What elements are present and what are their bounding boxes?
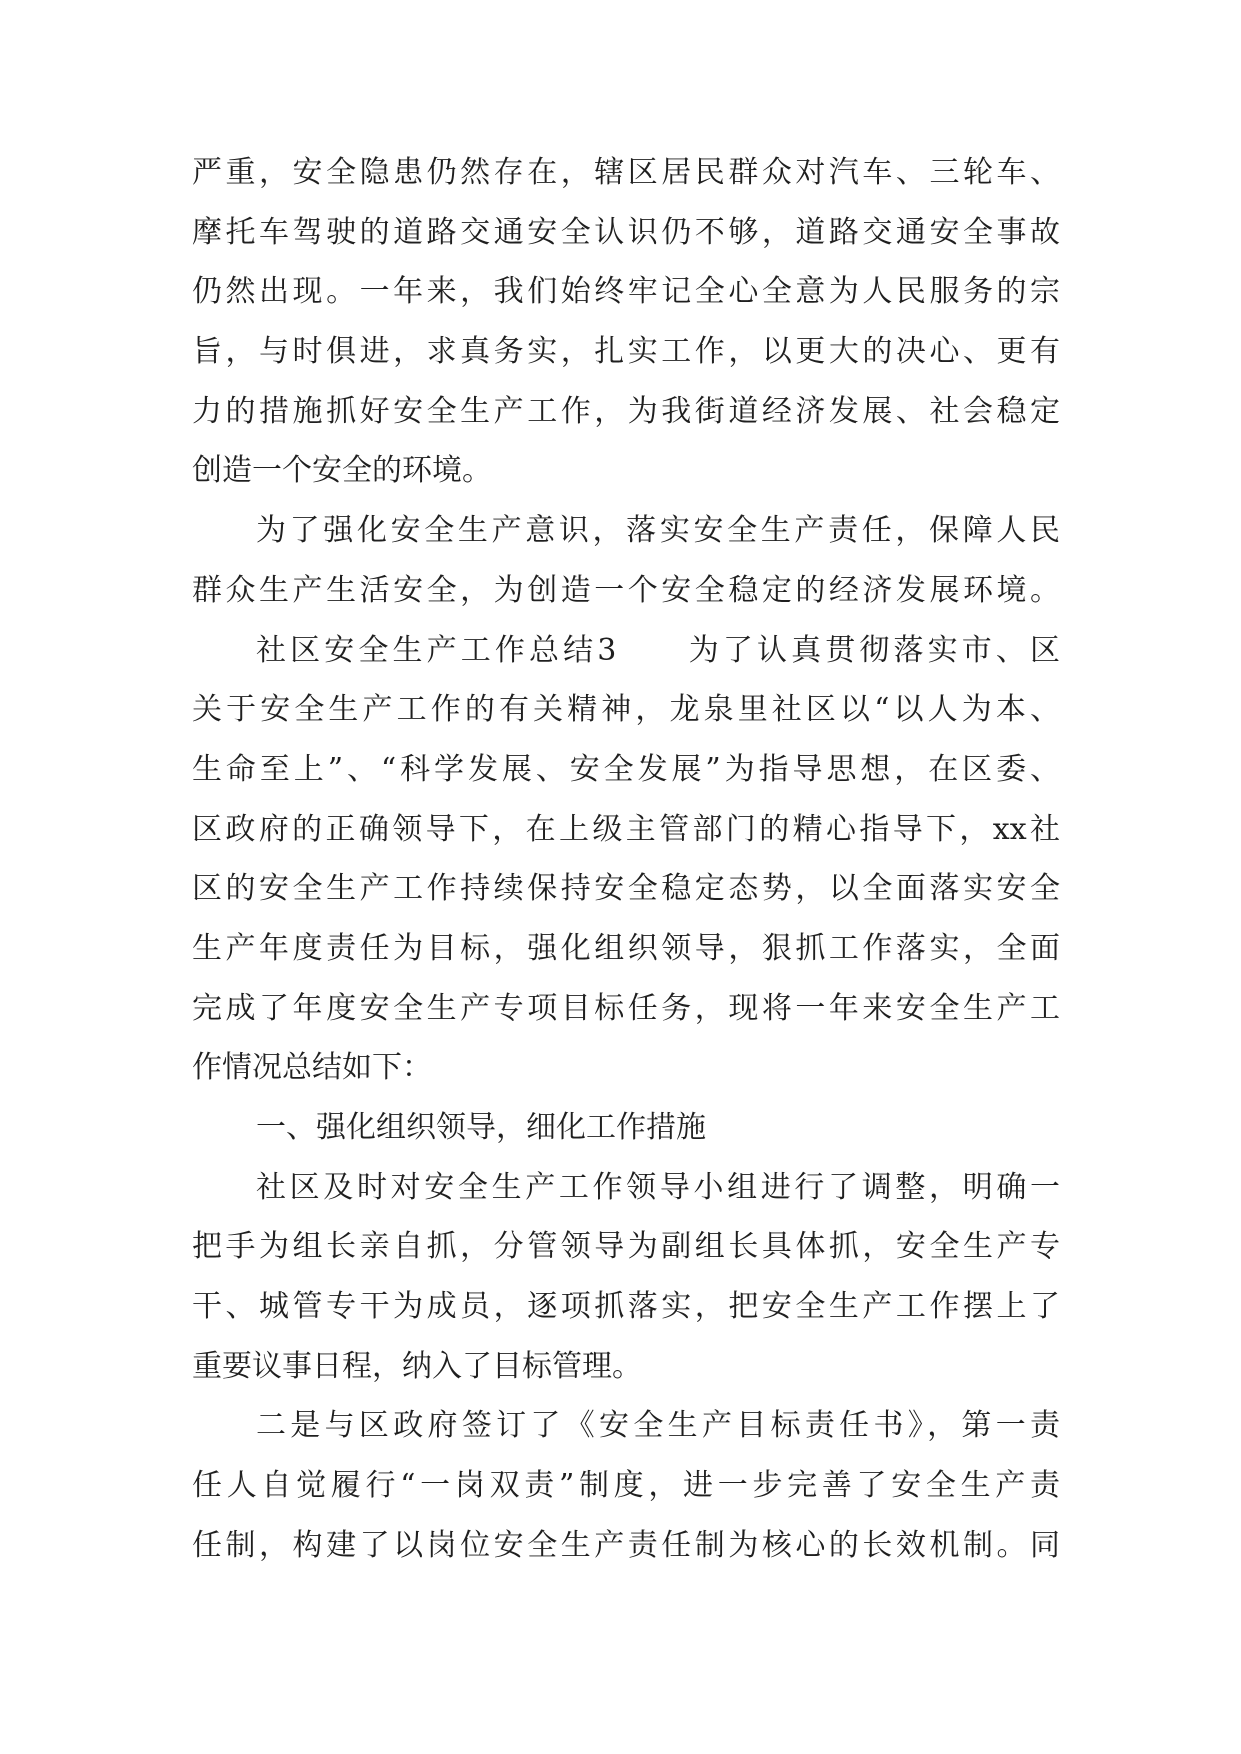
text-line: 摩托车驾驶的道路交通安全认识仍不够，道路交通安全事故 [192, 214, 1060, 250]
text-line: 区的安全生产工作持续保持安全稳定态势，以全面落实安全 [192, 871, 1060, 907]
text-line: 生产年度责任为目标，强化组织领导，狠抓工作落实，全面 [192, 930, 1060, 966]
paragraph-start-line: 二是与区政府签订了《安全生产目标责任书》，第一责 [256, 1408, 1060, 1444]
text-line: 任人自觉履行“一岗双责”制度，进一步完善了安全生产责 [192, 1468, 1060, 1504]
text-line: 创造一个安全的环境。 [192, 453, 492, 489]
text-line: 生命至上”、“科学发展、安全发展”为指导思想，在区委、 [192, 751, 1060, 787]
text-line: 把手为组长亲自抓，分管领导为副组长具体抓，安全生产专 [192, 1229, 1060, 1265]
text-line: 作情况总结如下： [192, 1050, 432, 1086]
text-line: 完成了年度安全生产专项目标任务，现将一年来安全生产工 [192, 990, 1060, 1026]
text-line: 仍然出现。一年来，我们始终牢记全心全意为人民服务的宗 [192, 274, 1060, 310]
text-line: 重要议事日程，纳入了目标管理。 [192, 1348, 642, 1384]
paragraph-start-line: 为了强化安全生产意识，落实安全生产责任，保障人民 [256, 513, 1060, 549]
text-line: 旨，与时俱进，求真务实，扎实工作，以更大的决心、更有 [192, 334, 1060, 370]
text-line: 任制，构建了以岗位安全生产责任制为核心的长效机制。同 [192, 1527, 1060, 1563]
text-line: 关于安全生产工作的有关精神，龙泉里社区以“以人为本、 [192, 692, 1060, 728]
paragraph-start-line: 社区安全生产工作总结3 为了认真贯彻落实市、区 [256, 632, 1060, 668]
paragraph-start-line: 社区及时对安全生产工作领导小组进行了调整，明确一 [256, 1169, 1060, 1205]
text-line: 干、城管专干为成员，逐项抓落实，把安全生产工作摆上了 [192, 1289, 1060, 1325]
document-body [192, 143, 1060, 1576]
text-line: 区政府的正确领导下，在上级主管部门的精心指导下，xx社 [192, 811, 1060, 847]
text-line: 力的措施抓好安全生产工作，为我街道经济发展、社会稳定 [192, 393, 1060, 429]
text-line: 群众生产生活安全，为创造一个安全稳定的经济发展环境。 [192, 572, 1060, 608]
text-line: 严重，安全隐患仍然存在，辖区居民群众对汽车、三轮车、 [192, 155, 1060, 190]
section-heading: 一、强化组织领导，细化工作措施 [256, 1110, 706, 1145]
